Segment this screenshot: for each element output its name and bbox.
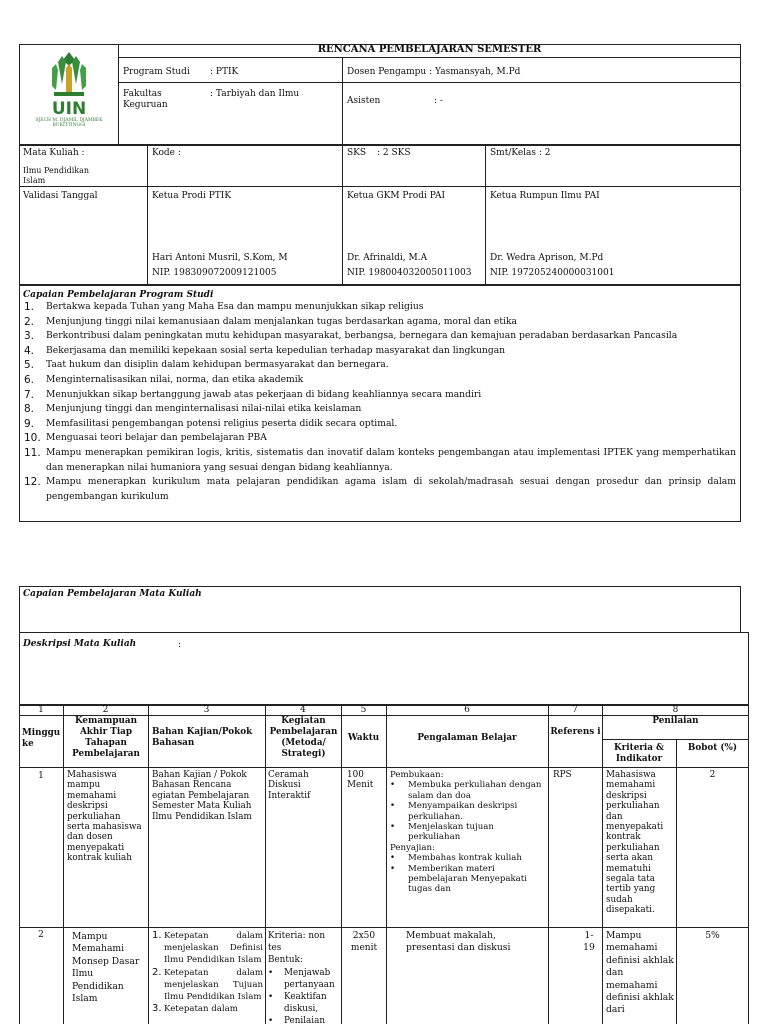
asisten-value: : -	[434, 96, 443, 106]
title-divider	[118, 57, 741, 58]
row1-waktu: 100 Menit	[347, 770, 374, 791]
row1-kemampuan: Mahasiswa mampu memahami deskripsi perkuliahan serta mahasiswa dan dosen menyepakati kontrak kuliah	[67, 770, 142, 864]
row1-item-1: • Membuka perkuliahan dengan salam dan doa	[390, 780, 544, 801]
cpl-item	[24, 315, 736, 330]
header-waktu: Waktu	[347, 733, 380, 743]
row2-bahan-2: 2. Ketepatan dalam menjelaskan Tujuan Ilmu Pendidikan Islam	[152, 966, 263, 1003]
cpl-item-text: Bertakwa kepada Tuhan yang Maha Esa dan mampu menunjukkan sikap religius	[46, 301, 424, 312]
row1-kegiatan: Ceramah Diskusi Interaktif	[268, 770, 311, 801]
logo-text: UIN	[51, 99, 87, 119]
header-minggu: Minggu ke	[22, 728, 61, 749]
colnum-3: 3	[203, 705, 210, 715]
gkm-nip: NIP. 198004032005011003	[347, 268, 472, 278]
cpl-item	[24, 358, 736, 373]
sks-label: SKS	[347, 148, 367, 158]
kaprodi-title: Ketua Prodi PTIK	[152, 191, 232, 201]
cpl-item	[24, 344, 736, 359]
cpl-item-text: Mampu menerapkan kurikulum mata pelajaran pendidikan agama islam di sekolah/madrasah sesuai dengan prosedur dan prinsip dalam pengembangan kurikulum	[46, 476, 736, 502]
row2-minggu: 2	[38, 930, 44, 940]
cpl-item	[24, 402, 736, 417]
rumpun-title: Ketua Rumpun Ilmu PAI	[490, 191, 600, 201]
row2-bahan-3: 3. Ketepatan dalam	[152, 1003, 238, 1015]
col-divider-1	[63, 705, 64, 1024]
row2-bobot: 5%	[705, 930, 720, 941]
colnum-2: 2	[102, 705, 109, 715]
cpl-item-text: Mampu menerapkan pemikiran logis, kritis, sistematis dan inovatif dalam konteks pengembangan atau implementasi IPTEK yang memperhatikan dan menerapkan nilai humaniora yang sesuai dengan bidang keahliannya.	[46, 446, 736, 473]
cpl-item-text: Menjunjung tinggi dan menginternalisasi nilai-nilai etika keislaman	[46, 403, 362, 415]
row1-referensi: RPS	[553, 770, 572, 780]
header-col-divider	[342, 57, 343, 145]
cpl-item-text: Menginternalisasikan nilai, norma, dan etika akademik	[46, 373, 304, 385]
cpl-item-text: Berkontribusi dalam peningkatan mutu kehidupan masyarakat, berbangsa, bernegara dan kemajuan peradaban berdasarkan Pancasila	[46, 330, 678, 342]
cpl-list	[24, 300, 736, 504]
cpl-item-number: 3.	[24, 330, 35, 343]
cpl-item	[24, 388, 736, 403]
row2-bahan-2-text: Ketepatan dalam menjelaskan Tujuan Ilmu Pendidikan Islam	[164, 967, 263, 1003]
row2-bentuk-list	[268, 967, 340, 1024]
col-divider-6	[548, 705, 549, 1024]
row1-kriteria: Mahasiswa memahami deskripsi perkuliahan dan menyepakati kontrak perkuliahan serta akan mematuhi segala tata tertib yang sudah disepakati.	[606, 770, 664, 916]
cpmk-title: Capaian Pembelajaran Mata Kuliah	[23, 589, 202, 599]
cpl-item	[24, 300, 736, 315]
row1-item-5: • Memberikan materi pembelajaran Menyepakati tugas dan	[390, 864, 544, 895]
cpl-item-number: 9.	[24, 417, 35, 430]
cpl-item	[24, 417, 736, 432]
validasi-label: Validasi Tanggal	[23, 191, 98, 201]
course-block	[19, 145, 741, 285]
cpl-item-text: Menunjukkan sikap bertanggung jawab atas pekerjaan di bidang keahliannya secara mandiri	[46, 388, 482, 400]
row1-item-4: • Membahas kontrak kuliah	[390, 853, 544, 863]
program-studi-label: Program Studi	[123, 67, 190, 77]
fakultas-label-2: Keguruan	[123, 100, 168, 110]
cpl-item	[24, 329, 736, 344]
row2-pengalaman: Membuat makalah, presentasi dan diskusi	[406, 930, 511, 954]
cpl-item-number: 11.	[24, 446, 41, 459]
row2-bentuk-3: • Penilaian	[268, 1015, 340, 1024]
program-studi-value: : PTIK	[210, 67, 239, 77]
row1-item-3: • Menjelaskan tujuan perkuliahan	[390, 822, 544, 843]
logo-subtitle-2: BUKITTINGGI	[52, 123, 86, 128]
mata-kuliah-value-1: Ilmu Pendidikan	[23, 166, 90, 175]
cpl-item	[24, 475, 736, 504]
deskripsi-title: Deskripsi Mata Kuliah	[23, 639, 137, 649]
colnum-1: 1	[38, 705, 44, 715]
colnum-5: 5	[360, 705, 367, 715]
gkm-name: Dr. Afrinaldi, M.A	[347, 253, 428, 263]
cpl-item-number: 6.	[24, 373, 35, 386]
row2-waktu: 2x50 menit	[350, 931, 378, 954]
row2-kemampuan: Mampu Memahami Monsep Dasar Ilmu Pendidikan Islam	[72, 931, 140, 1005]
colnum-4: 4	[300, 705, 306, 715]
course-col-1	[147, 145, 148, 285]
cpl-item-text: Taat hukum dan disiplin dalam kehidupan bermasyarakat dan bernegara.	[46, 359, 389, 371]
table-row1-divider	[19, 927, 749, 928]
cpl-item-number: 5.	[24, 359, 35, 372]
rumpun-nip: NIP. 197205240000031001	[490, 268, 615, 278]
gkm-title: Ketua GKM Prodi PAI	[347, 191, 445, 201]
table-header-divider	[19, 767, 749, 768]
course-col-3	[485, 145, 486, 285]
header-pengalaman: Pengalaman Belajar	[417, 733, 517, 743]
row1-pembukaan-label: Pembukaan:	[390, 770, 444, 780]
document-title: RENCANA PEMBELAJARAN SEMESTER	[317, 44, 542, 55]
col-divider-8	[676, 739, 677, 1024]
kaprodi-nip: NIP. 198309072009121005	[152, 268, 277, 278]
deskripsi-colon: :	[178, 640, 182, 650]
cpl-item-number: 8.	[24, 403, 35, 416]
col-divider-2	[148, 705, 149, 1024]
rumpun-name: Dr. Wedra Aprison, M.Pd	[490, 253, 604, 263]
header-kriteria: Kriteria & Indikator	[614, 743, 664, 764]
row1-pembukaan-list	[390, 780, 544, 842]
row2-referensi: 1-19	[583, 930, 595, 954]
sks-value: : 2 SKS	[377, 148, 411, 158]
row2-kegiatan	[268, 930, 340, 1024]
cpl-item-number: 10.	[24, 432, 41, 445]
row2-kriteria: Mampu memahami definisi akhlak dan memahami definisi akhlak dari	[606, 930, 674, 1016]
cpl-item-number: 2.	[24, 315, 35, 328]
header-row-divider	[118, 82, 741, 83]
cpl-item-number: 1.	[24, 301, 35, 313]
course-col-2	[342, 145, 343, 285]
header-bahan: Bahan Kajian/Pokok Bahasan	[152, 727, 253, 748]
row2-kriteria-label: Kriteria: non tes	[268, 931, 325, 954]
mata-kuliah-value-2: Islam	[23, 176, 46, 185]
course-row-divider	[19, 186, 741, 187]
header-referensi: Referens i	[550, 727, 601, 737]
cpl-item-number: 12.	[24, 476, 41, 489]
row1-pengalaman	[390, 770, 544, 895]
row1-penyajian-label: Penyajian:	[390, 842, 435, 853]
row2-bentuk-label: Bentuk:	[268, 955, 303, 966]
row1-item-2: • Menyampaikan deskripsi perkuliahan.	[390, 801, 544, 822]
col-divider-7	[602, 705, 603, 1024]
colnum-6: 6	[464, 705, 470, 715]
row2-bentuk-1: • Menjawab pertanyaan	[268, 967, 340, 991]
smt-kelas: Smt/Kelas : 2	[490, 148, 551, 158]
row1-bobot: 2	[709, 770, 716, 780]
cpl-item-number: 7.	[24, 388, 35, 401]
col-divider-5	[386, 705, 387, 1024]
dosen-pengampu: Dosen Pengampu : Yasmansyah, M.Pd	[347, 67, 521, 77]
row1-minggu: 1	[38, 771, 44, 781]
kaprodi-name: Hari Antoni Musril, S.Kom, M	[152, 253, 288, 263]
header-penilaian: Penilaian	[652, 716, 699, 726]
logo-divider	[118, 44, 119, 145]
fakultas-label: Fakultas	[123, 89, 162, 99]
logo-emblem-icon	[44, 50, 94, 102]
col-divider-4	[341, 705, 342, 1024]
row2-bahan-list	[152, 930, 263, 1015]
logo-subtitle-1: SJECH M. DJAMIL DJAMBEK	[35, 118, 103, 123]
cpl-item-text: Menguasai teori belajar dan pembelajaran PBA	[46, 432, 267, 444]
university-logo	[35, 50, 103, 130]
cpl-item-text: Bekerjasama dan memiliki kepekaan sosial serta kepedulian terhadap masyarakat dan lingkungan	[46, 344, 506, 356]
header-kegiatan: Kegiatan Pembelajaran (Metoda/ Strategi)	[269, 716, 338, 759]
row2-bentuk-2: • Keaktifan diskusi,	[268, 991, 340, 1015]
colnum-8: 8	[672, 705, 679, 715]
kode-label: Kode :	[152, 148, 181, 158]
row2-bahan-1: 1. Ketepatan dalam menjelaskan Definisi Ilmu Pendidikan Islam	[152, 930, 263, 966]
asisten-label: Asisten	[347, 96, 381, 106]
row2-bahan-3-text: Ketepatan dalam	[164, 1004, 238, 1015]
cpl-title: Capaian Pembelajaran Program Studi	[23, 290, 214, 300]
header-kemampuan: Kemampuan Akhir Tiap Tahapan Pembelajaran	[72, 716, 140, 759]
mata-kuliah-label: Mata Kuliah :	[23, 148, 85, 158]
cpl-item-number: 4.	[24, 344, 35, 357]
header-bobot: Bobot (%)	[687, 743, 738, 753]
cpl-item-text: Memfasilitasi pengembangan potensi religius peserta didik secara optimal.	[46, 417, 398, 429]
fakultas-value: : Tarbiyah dan Ilmu	[210, 89, 300, 99]
row1-bahan: Bahan Kajian / Pokok Bahasan Rencana egiatan Pembelajaran Semester Mata Kuliah Ilmu Pendidikan Islam	[152, 770, 252, 822]
colnum-7: 7	[572, 705, 578, 715]
cpl-item	[24, 431, 736, 446]
row1-penyajian-list	[390, 853, 544, 895]
row2-bahan	[152, 930, 263, 1015]
cpl-item	[24, 446, 736, 475]
row2-bahan-1-text: Ketepatan dalam menjelaskan Definisi Ilmu Pendidikan Islam	[164, 931, 263, 966]
cpl-item-text: Menjunjung tinggi nilai kemanusiaan dalam menjalankan tugas berdasarkan agama, moral dan etika	[46, 315, 518, 327]
cpl-item	[24, 373, 736, 388]
